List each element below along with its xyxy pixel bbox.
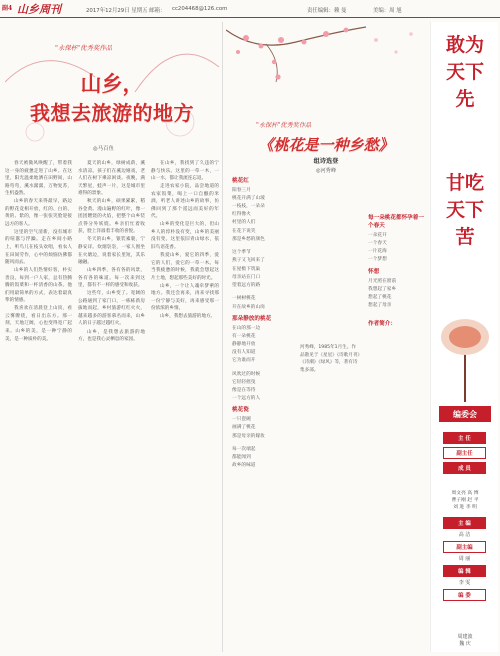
poem-line: 一朵花开 — [368, 233, 387, 239]
poem-line: 都能闻到 — [232, 455, 251, 461]
right-article — [226, 22, 426, 652]
paragraph: 我爱山乡，爱它的四季，爱它的人们，爱它的一草一木。每当我疲惫的时候，我就会想起这片土地，想起那些美好的时光。 — [151, 253, 219, 281]
article-title-line2: 我想去旅游的地方 — [30, 101, 194, 125]
poem-line: 静静地开放 — [232, 341, 256, 347]
poem-line: 它为谁而开 — [232, 358, 256, 364]
slogan-line-2: 甘吃天下苦 — [445, 172, 484, 248]
slogan-line-1: 敢为天下先 — [445, 34, 484, 110]
email-address: cc204468@126.com — [172, 6, 228, 12]
paragraph: 春天被微风唤醒了，带着我这一身的疲惫走进了山乡。在这里，阳光温柔地洒在田野间，山路弯弯，溪水潺潺，万物复苏，生机盎然。 — [5, 161, 72, 197]
editorial-board-stamp: 编委会 — [439, 406, 491, 422]
poem-line: 风吹过的时候 — [232, 371, 261, 377]
poem-line: 想起了桃花 — [368, 294, 392, 300]
editor-role-list — [443, 517, 486, 603]
peach-blossom-illustration — [226, 22, 426, 150]
paragraph: 这里的空气清新，没有城市的喧嚣与浮躁。走在乡间小路上，听鸟儿在枝头欢唱，看农人在田间劳作，心中的烦恼仿佛都随风而去。 — [5, 229, 72, 266]
poem-line: 阳春三月 — [232, 188, 251, 194]
paragraph: 山乡的人们热情好客，朴实善良。每到一户人家，总有热腾腾的饭菜和一杯清香的山茶。他们用最简单的方式，表达着最真挚的情感。 — [5, 268, 72, 304]
article-kicker: "永保杯"优秀奖作品 — [55, 44, 113, 52]
poem-line: 一只瓷碗 — [232, 417, 251, 423]
poem-heading: 那朵静放的桃花 — [232, 315, 272, 322]
paragraph: 山乡，是我想去旅游的地方，也是我心灵栖息的家园。 — [78, 329, 145, 343]
poem-line: 那是乡愁的颜色 — [232, 236, 265, 242]
paragraph: 这些年，山乡变了。宽阔的公路通到了家门口，一栋栋新房拔地而起，乡村旅游红红火火，越来越多的游客慕名而来，山乡人的日子越过越红火。 — [78, 291, 145, 327]
poem-line: 母亲站在门口 — [232, 274, 261, 280]
poem-column-2 — [294, 174, 360, 652]
role-name: 李 雯 — [458, 580, 471, 586]
page-number: 副4 — [2, 5, 13, 12]
poem-heading: 怀想 — [368, 268, 380, 275]
paper-name: 山乡周刊 — [17, 3, 61, 16]
issue-date: 2017年12月29日 星期五 邮箱： — [86, 8, 166, 14]
layout-credit: 美编：周 旭 — [373, 8, 402, 14]
paragraph: 山乡的变化是巨大的，但山乡人的淳朴没有变，山乡的美丽没有变。这里依旧青山绿水，依旧鸟语花香。 — [151, 222, 219, 251]
column-divider — [222, 22, 223, 652]
article-title-line1: 山乡， — [80, 71, 144, 96]
poem-line: 红得像火 — [232, 212, 251, 218]
role-tag: 编 辑 — [443, 565, 486, 577]
article-author: ◎马百鱼 — [93, 146, 114, 152]
paragraph: 我喜欢在清晨登上山顶，看云雾缭绕，看日出东方。那一刻，天地辽阔，心也变得宽广起来。山乡的美，是一种宁静的美，是一种质朴的美。 — [5, 306, 72, 342]
poem-line: 月光照在窗前 — [368, 278, 397, 284]
poem-line: 在屋檐下筑巢 — [232, 266, 261, 272]
poem-line: 每一次端起 — [232, 447, 256, 453]
poem-line: 我想起了家乡 — [368, 286, 397, 292]
poem-line: 像是在等待 — [232, 388, 256, 394]
role-name: 高 洁 — [458, 532, 471, 538]
member-names: 周文亮 高 博 曹子刚 赵 平 刘 进 李 明 — [451, 491, 479, 510]
paragraph: 山乡的春天来得最早，路边的野花竞相开放，红的、白的、黄的、紫的，像一张张笑脸迎接远方的客人。 — [5, 199, 72, 227]
poem-column-1 — [226, 174, 292, 652]
poem-heading: 每一朵桃花都怀孕着一个春天 — [368, 215, 424, 230]
poem-line: 在花下说笑 — [232, 228, 256, 234]
role-tag: 副主任 — [443, 447, 486, 459]
paragraph: 夏天的山乡，绿树成荫，溪水清凉。孩子们在溪边嬉戏，老人们在树下乘凉闲谈。夜晚，满天繁星，蛙声一片，这是城市里难得的景象。 — [78, 161, 145, 197]
role-tag: 编 委 — [443, 589, 486, 601]
article-author: ◎河秀峰 — [315, 168, 337, 174]
bio-heading: 作者简介： — [368, 321, 396, 328]
paragraph: 秋天的山乡，硕果累累，稻谷金黄。漫山遍野的红叶，像一团团燃烧的火焰，把整个山乡装点得分外妖娆。乡亲们忙着收获，脸上洋溢着丰收的喜悦。 — [78, 199, 145, 235]
poem-heading: 桃花瓷 — [232, 407, 249, 414]
poem-line: 一树树桃花 — [232, 296, 256, 302]
role-tag: 主 任 — [443, 432, 486, 444]
poem-line: 河秀峰，1985年1月生。作品散见于《星星》《诗歌月刊》《诗潮》《绿风》等，著有诗集多部。 — [300, 345, 360, 373]
poem-line: 一个梦想 — [368, 257, 387, 263]
poem-line: 桃花开满了山坡 — [232, 196, 265, 202]
footer-names: 周建波 魏 庆 — [457, 634, 473, 647]
poem-line: 村里的人们 — [232, 220, 256, 226]
side-panel — [430, 22, 498, 652]
poem-line: 它轻轻摇曳 — [232, 379, 256, 385]
masthead — [0, 0, 500, 18]
paragraph: 走进农家小院，品尝地道的农家饭菜，喝上一口自酿的米酒，听老人讲述山乡的故事，仿佛回到了那个遥远而美好的年代。 — [151, 184, 219, 220]
role-name: 周 丽 — [458, 556, 471, 562]
left-article — [5, 22, 219, 652]
poem-line: 燕子又飞回来了 — [232, 258, 265, 264]
poem-line: 一个春天 — [368, 241, 387, 247]
role-tag: 成 员 — [443, 462, 486, 474]
paragraph: 山乡四季，各有各的风景，各有各的味道。每一次来到这里，都有不一样的感受和收获。 — [78, 268, 145, 289]
poem-line: 在山的那一边 — [232, 325, 261, 331]
poem-line: 开在故乡的山岗 — [232, 304, 265, 310]
poem-line: 没有人知道 — [232, 350, 256, 356]
poem-line: 那是母亲的嫁妆 — [232, 433, 265, 439]
paragraph: 冬天的山乡，银装素裹，宁静安详。炊烟袅袅，一家人围坐在火塘边，说着家长里短，其乐融融。 — [78, 237, 145, 266]
paragraph: 在山乡，我找到了久违的宁静与快乐。这里的一草一木，一山一水，都让我流连忘返。 — [151, 161, 219, 182]
poem-line: 故乡的味道 — [232, 463, 256, 469]
left-article-column-2 — [78, 160, 145, 650]
poem-line: 望着远方的路 — [232, 282, 261, 288]
role-tag: 副主编 — [443, 541, 486, 553]
poem-column-3 — [362, 174, 426, 652]
left-article-column-1 — [5, 160, 72, 650]
article-kicker: "永保杯"优秀奖作品 — [256, 122, 312, 129]
poem-line: 有一朵桃花 — [232, 333, 256, 339]
role-tag: 主 编 — [443, 517, 486, 529]
poem-line: 想起了母亲 — [368, 302, 392, 308]
editor-credit: 责任编辑：赖 曼 — [307, 8, 347, 14]
role-list — [443, 432, 486, 477]
poem-heading: 桃花红 — [232, 178, 249, 184]
article-subtitle: 组诗选登 — [313, 158, 339, 165]
poem-line: 这个季节 — [232, 250, 251, 256]
article-title: 《桃花是一种乡愁》 — [258, 136, 394, 154]
paragraph: 山乡，我想去旅游的地方。 — [160, 314, 216, 320]
left-article-column-3 — [151, 160, 219, 650]
poem-line: 一片花海 — [368, 249, 387, 255]
poem-line: 一个远方的人 — [232, 396, 261, 402]
tree-illustration — [431, 292, 499, 412]
paragraph: 山乡，一个让人魂牵梦萦的地方。我还会再来，再来寻找那一份宁静与美好，再来感受那一份浓浓的乡情。 — [151, 283, 219, 312]
poem-line: 画满了桃花 — [232, 425, 256, 431]
poem-line: 一枝枝，一朵朵 — [232, 204, 265, 210]
